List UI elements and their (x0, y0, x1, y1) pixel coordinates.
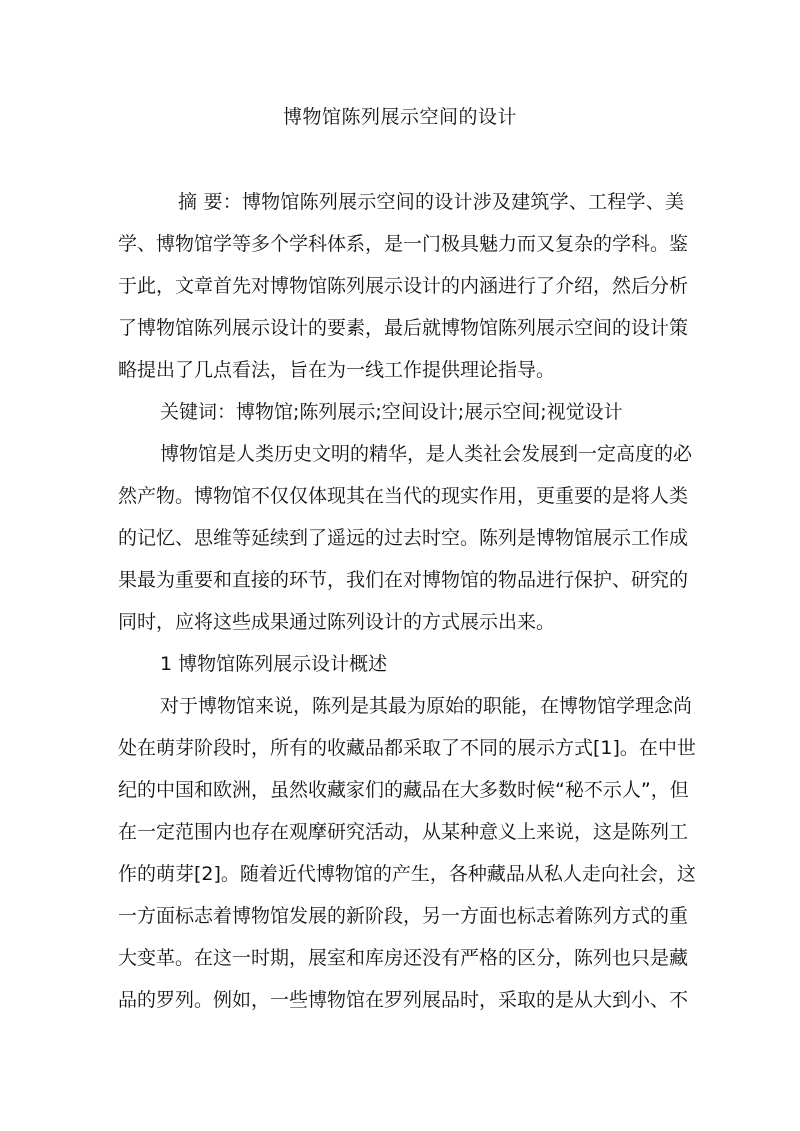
intro-line-2: 然产物。博物馆不仅仅体现其在当代的现实作用，更重要的是将人类 (118, 485, 689, 507)
intro-line-5: 同时，应将这些成果通过陈列设计的方式展示出来。 (118, 611, 556, 633)
intro-line-4: 果最为重要和直接的环节，我们在对博物馆的物品进行保护、研究的 (118, 569, 689, 591)
intro-line-1: 博物馆是人类历史文明的精华，是人类社会发展到一定高度的必 (160, 443, 693, 465)
body-line-6: 一方面标志着博物馆发展的新阶段，另一方面也标志着陈列方式的重 (118, 905, 689, 927)
body-line-1: 对于博物馆来说，陈列是其最为原始的职能，在博物馆学理念尚 (160, 695, 693, 717)
section-heading-1: 1 博物馆陈列展示设计概述 (160, 653, 388, 675)
abstract-line-1: 摘 要：博物馆陈列展示空间的设计涉及建筑学、工程学、美 (178, 191, 684, 213)
body-line-3: 纪的中国和欧洲，虽然收藏家们的藏品在大多数时候“秘不示人”，但 (118, 779, 689, 801)
abstract-line-5: 略提出了几点看法，旨在为一线工作提供理论指导。 (118, 359, 556, 381)
body-line-8: 品的罗列。例如，一些博物馆在罗列展品时，采取的是从大到小、不 (118, 989, 689, 1011)
abstract-line-3: 于此，文章首先对博物馆陈列展示设计的内涵进行了介绍，然后分析 (118, 275, 689, 297)
keywords-line: 关键词：博物馆;陈列展示;空间设计;展示空间;视觉设计 (160, 401, 623, 423)
abstract-line-4: 了博物馆陈列展示设计的要素，最后就博物馆陈列展示空间的设计策 (118, 317, 689, 339)
page-title: 博物馆陈列展示空间的设计 (282, 106, 517, 128)
intro-line-3: 的记忆、思维等延续到了遥远的过去时空。陈列是博物馆展示工作成 (118, 527, 689, 549)
body-line-5: 作的萌芽[2]。随着近代博物馆的产生，各种藏品从私人走向社会，这 (118, 863, 696, 885)
body-line-7: 大变革。在这一时期，展室和库房还没有严格的区分，陈列也只是藏 (118, 947, 689, 969)
body-line-4: 在一定范围内也存在观摩研究活动，从某种意义上来说，这是陈列工 (118, 821, 689, 843)
body-line-2: 处在萌芽阶段时，所有的收藏品都采取了不同的展示方式[1]。在中世 (118, 737, 696, 759)
abstract-line-2: 学、博物馆学等多个学科体系，是一门极具魅力而又复杂的学科。鉴 (118, 233, 689, 255)
